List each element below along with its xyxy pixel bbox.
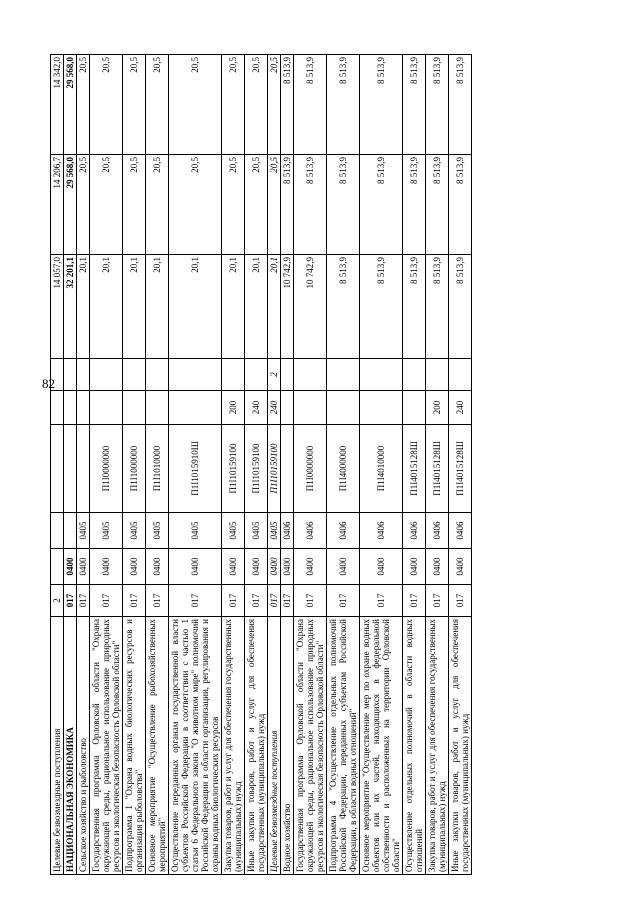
table-row: [245, 55, 268, 875]
row-name: Иные закупки товаров, работ и услуг для обеспечения государственных (муниципальных) нужд: [245, 617, 268, 875]
col-amount-year2: 29 568,0: [64, 155, 77, 255]
col-section: 0400: [90, 549, 123, 585]
col-amount-year3: 8 513,9: [426, 55, 449, 155]
col-code: 017: [327, 585, 360, 617]
col-amount-year1: 32 201,1: [64, 255, 77, 359]
rotated-page: [50, 55, 580, 875]
col-amount-year1: 8 513,9: [403, 255, 426, 359]
table-row: [426, 55, 449, 875]
col-section: 0400: [449, 549, 472, 585]
col-target-article: П1I10159100: [222, 425, 245, 513]
col-amount-year3: 8 513,9: [294, 55, 327, 155]
col-flag: [90, 359, 123, 391]
col-code: 017: [169, 585, 222, 617]
col-expense-type: 240: [268, 391, 281, 425]
col-expense-type: [90, 391, 123, 425]
col-flag: [360, 359, 403, 391]
row-name: Целевые безвозмездные поступления: [51, 617, 64, 875]
table-row: [51, 55, 64, 875]
col-amount-year3: 8 513,9: [327, 55, 360, 155]
col-expense-type: 200: [426, 391, 449, 425]
col-expense-type: [64, 391, 77, 425]
col-target-article: П1I4015128Ш: [449, 425, 472, 513]
col-code: 017: [90, 585, 123, 617]
col-subsection: [51, 513, 64, 549]
col-amount-year2: 8 513,9: [281, 155, 294, 255]
col-flag: [281, 359, 294, 391]
col-flag: [77, 359, 90, 391]
col-amount-year2: 20,5: [222, 155, 245, 255]
page-number: 82: [42, 376, 55, 391]
col-target-article: П1I4015128Ш: [426, 425, 449, 513]
col-amount-year1: 8 513,9: [360, 255, 403, 359]
col-subsection: 0405: [90, 513, 123, 549]
col-subsection: 0406: [281, 513, 294, 549]
col-target-article: [281, 425, 294, 513]
col-amount-year3: 20,5: [245, 55, 268, 155]
col-amount-year3: 29 568,0: [64, 55, 77, 155]
col-expense-type: [77, 391, 90, 425]
col-expense-type: [360, 391, 403, 425]
row-name: Водное хозяйство: [281, 617, 294, 875]
table-row: [222, 55, 245, 875]
col-subsection: 0405: [268, 513, 281, 549]
col-section: 0400: [222, 549, 245, 585]
col-expense-type: [123, 391, 146, 425]
table-row: [77, 55, 90, 875]
col-amount-year3: 20,5: [268, 55, 281, 155]
row-name: Подпрограмма 1 "Охрана водных биологических ресурсов и организация рыболовства": [123, 617, 146, 875]
col-flag: [222, 359, 245, 391]
col-target-article: П1I1010000: [146, 425, 169, 513]
col-code: 2: [51, 585, 64, 617]
row-name: Государственная программа Орловской области "Охрана окружающей среды, рациональное использование природных ресурсов и экологическая безопасность Орловской области": [294, 617, 327, 875]
col-target-article: П1I0000000: [294, 425, 327, 513]
row-name: Основное мероприятие "Осуществление рыбохозяйственных мероприятий": [146, 617, 169, 875]
col-code: 017: [64, 585, 77, 617]
col-flag: [426, 359, 449, 391]
row-name: Основное мероприятие "Осуществление мер по охране водных объектов или их частей, находящихся в федеральной собственности и расположенных на территории Орловской области": [360, 617, 403, 875]
col-target-article: П1I4000000: [327, 425, 360, 513]
col-code: 017: [403, 585, 426, 617]
col-subsection: 0405: [77, 513, 90, 549]
row-name: Иные закупки товаров, работ и услуг для обеспечения государственных (муниципальных) нужд: [449, 617, 472, 875]
col-section: 0400: [360, 549, 403, 585]
col-amount-year3: 8 513,9: [360, 55, 403, 155]
col-amount-year2: 20,5: [245, 155, 268, 255]
col-amount-year1: 20,1: [222, 255, 245, 359]
col-flag: 2: [268, 359, 281, 391]
table-row: [90, 55, 123, 875]
col-amount-year1: 10 742,9: [281, 255, 294, 359]
col-subsection: 0406: [327, 513, 360, 549]
table-row: [169, 55, 222, 875]
col-target-article: [51, 425, 64, 513]
col-target-article: [64, 425, 77, 513]
col-expense-type: [403, 391, 426, 425]
row-name: Закупка товаров, работ и услуг для обеспечения государственных (муниципальных) нужд: [222, 617, 245, 875]
col-amount-year2: 8 513,9: [360, 155, 403, 255]
col-section: 0400: [245, 549, 268, 585]
col-subsection: 0405: [146, 513, 169, 549]
col-code: 017: [77, 585, 90, 617]
col-flag: [51, 359, 64, 391]
col-amount-year2: 8 513,9: [426, 155, 449, 255]
col-amount-year2: 20,5: [90, 155, 123, 255]
col-flag: [64, 359, 77, 391]
col-amount-year3: 20,5: [90, 55, 123, 155]
col-section: 0400: [77, 549, 90, 585]
col-expense-type: [51, 391, 64, 425]
col-amount-year1: 20,1: [77, 255, 90, 359]
col-section: 0400: [294, 549, 327, 585]
col-amount-year2: 20,5: [169, 155, 222, 255]
col-target-article: П1I10159100: [245, 425, 268, 513]
col-code: 017: [426, 585, 449, 617]
table-row: [123, 55, 146, 875]
row-name: Государственная программа Орловской области "Охрана окружающей среды, рациональное использование природных ресурсов и экологическая безопасность Орловской области": [90, 617, 123, 875]
col-amount-year3: 20,5: [222, 55, 245, 155]
col-target-article: П1I1015910Ш: [169, 425, 222, 513]
col-code: 017: [294, 585, 327, 617]
col-amount-year1: 8 513,9: [449, 255, 472, 359]
col-section: 0400: [426, 549, 449, 585]
col-subsection: [64, 513, 77, 549]
col-section: 0400: [64, 549, 77, 585]
col-code: 017: [222, 585, 245, 617]
col-section: 0400: [327, 549, 360, 585]
col-target-article: П1I4010000: [360, 425, 403, 513]
col-amount-year1: 8 513,9: [327, 255, 360, 359]
col-amount-year1: 20,1: [146, 255, 169, 359]
col-expense-type: 240: [449, 391, 472, 425]
col-flag: [449, 359, 472, 391]
col-expense-type: [146, 391, 169, 425]
col-amount-year2: 8 513,9: [327, 155, 360, 255]
col-amount-year3: 20,5: [146, 55, 169, 155]
col-amount-year2: 8 513,9: [403, 155, 426, 255]
col-target-article: [77, 425, 90, 513]
col-expense-type: [169, 391, 222, 425]
col-expense-type: [294, 391, 327, 425]
col-subsection: 0405: [245, 513, 268, 549]
col-code: 017: [123, 585, 146, 617]
col-code: 017: [245, 585, 268, 617]
col-flag: [169, 359, 222, 391]
col-code: 017: [268, 585, 281, 617]
col-amount-year2: 20,5: [77, 155, 90, 255]
col-section: 0400: [146, 549, 169, 585]
col-flag: [245, 359, 268, 391]
col-expense-type: 200: [222, 391, 245, 425]
col-subsection: 0406: [294, 513, 327, 549]
col-code: 017: [146, 585, 169, 617]
col-amount-year3: 8 513,9: [449, 55, 472, 155]
table-row: [294, 55, 327, 875]
col-amount-year2: 20,5: [146, 155, 169, 255]
budget-table: [50, 54, 472, 875]
col-flag: [403, 359, 426, 391]
col-section: 0400: [403, 549, 426, 585]
col-expense-type: [281, 391, 294, 425]
col-subsection: 0406: [449, 513, 472, 549]
col-expense-type: [327, 391, 360, 425]
col-amount-year2: 8 513,9: [294, 155, 327, 255]
col-flag: [327, 359, 360, 391]
col-flag: [294, 359, 327, 391]
col-amount-year3: 20,5: [77, 55, 90, 155]
table-body: [51, 55, 472, 875]
col-code: 017: [281, 585, 294, 617]
col-target-article: П1I0000000: [90, 425, 123, 513]
col-amount-year2: 14 206,7: [51, 155, 64, 255]
col-target-article: П1I10159100: [268, 425, 281, 513]
col-section: 0400: [268, 549, 281, 585]
col-subsection: 0406: [426, 513, 449, 549]
col-amount-year1: 20,1: [268, 255, 281, 359]
col-subsection: 0405: [123, 513, 146, 549]
col-section: [51, 549, 64, 585]
col-section: 0400: [169, 549, 222, 585]
table-row: [403, 55, 426, 875]
col-amount-year3: 8 513,9: [281, 55, 294, 155]
col-amount-year3: 14 342,0: [51, 55, 64, 155]
table-row: [281, 55, 294, 875]
col-code: 017: [449, 585, 472, 617]
row-name: Осуществление отдельных полномочий в области водных отношений: [403, 617, 426, 875]
row-name: Подпрограмма 4 "Осуществление отдельных полномочий Российской Федерации, переданных субъектам Российской Федерации, в области водных отношений": [327, 617, 360, 875]
col-amount-year2: 20,5: [268, 155, 281, 255]
col-subsection: 0406: [360, 513, 403, 549]
col-amount-year1: 14 057,0: [51, 255, 64, 359]
col-subsection: 0406: [403, 513, 426, 549]
col-amount-year1: 20,1: [123, 255, 146, 359]
col-expense-type: 240: [245, 391, 268, 425]
table-row: [64, 55, 77, 875]
row-name: Сельское хозяйство и рыболовство: [77, 617, 90, 875]
table-row: [146, 55, 169, 875]
table-row: [360, 55, 403, 875]
col-amount-year1: 20,1: [90, 255, 123, 359]
col-subsection: 0405: [222, 513, 245, 549]
col-amount-year1: 8 513,9: [426, 255, 449, 359]
col-flag: [123, 359, 146, 391]
col-section: 0400: [281, 549, 294, 585]
row-name: НАЦИОНАЛЬНАЯ ЭКОНОМИКА: [64, 617, 77, 875]
col-code: 017: [360, 585, 403, 617]
col-section: 0400: [123, 549, 146, 585]
col-target-article: П1I1000000: [123, 425, 146, 513]
table-row: [268, 55, 281, 875]
table-row: [327, 55, 360, 875]
col-amount-year3: 20,5: [123, 55, 146, 155]
col-target-article: П1I4015128Ш: [403, 425, 426, 513]
col-amount-year2: 20,5: [123, 155, 146, 255]
col-flag: [146, 359, 169, 391]
table-row: [449, 55, 472, 875]
col-amount-year3: 20,5: [169, 55, 222, 155]
col-amount-year3: 8 513,9: [403, 55, 426, 155]
row-name: Осуществление переданных органам государственной власти субъектов Российской Федерации в соответствии с частью 1 статьи 6 Федерального закона "О животном мире" полномочий Российской Федерации в области организации, регулирования и охраны водных биологических ресурсов: [169, 617, 222, 875]
col-amount-year1: 10 742,9: [294, 255, 327, 359]
row-name: Закупка товаров, работ и услуг для обеспечения государственных (муниципальных) нужд: [426, 617, 449, 875]
col-amount-year1: 20,1: [245, 255, 268, 359]
col-subsection: 0405: [169, 513, 222, 549]
col-amount-year1: 20,1: [169, 255, 222, 359]
col-amount-year2: 8 513,9: [449, 155, 472, 255]
row-name: Целевые безвозмездные поступления: [268, 617, 281, 875]
